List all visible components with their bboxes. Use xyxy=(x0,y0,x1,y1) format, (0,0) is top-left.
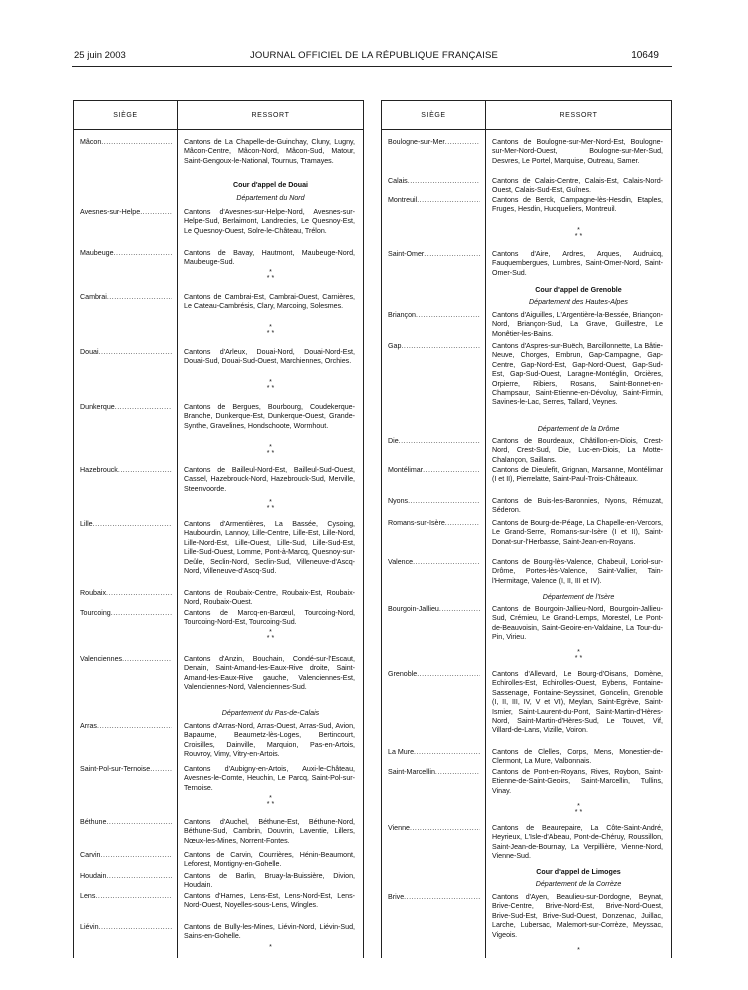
seat-name: Arras ..... xyxy=(80,722,172,731)
jurisdiction-text: Cantons de Bully-les-Mines, Liévin-Nord, Liévin-Sud, Sains-en-Gohelle. xyxy=(184,923,355,941)
journal-title: JOURNAL OFFICIEL DE LA RÉPUBLIQUE FRANÇAISE xyxy=(249,50,499,61)
jurisdiction-text: Cantons de Calais-Centre, Calais-Est, Calais-Nord-Ouest, Calais-Sud-Est, Guînes. xyxy=(492,177,663,195)
seat-name: Liévin ..... xyxy=(80,923,172,932)
seat-name: Calais ..... xyxy=(388,177,480,186)
seat-name: Vienne ..... xyxy=(388,824,480,833)
seat-name: Bourgoin-Jallieu ..... xyxy=(388,605,480,614)
table-header xyxy=(382,100,671,130)
jurisdiction-text: Cantons de Roubaix-Centre, Roubaix-Est, Roubaix-Nord, Roubaix-Ouest. xyxy=(184,589,355,607)
seat-name: Montreuil ..... xyxy=(388,196,480,205)
asterism: * * * xyxy=(266,499,275,512)
asterism: * * * xyxy=(574,803,583,816)
asterism: * * * xyxy=(266,324,275,337)
jurisdiction-text: Cantons de Pont-en-Royans, Rives, Roybon, Saint-Etienne-de-Saint-Geoirs, Saint-Marcellin, Tullins, Vinay. xyxy=(492,768,663,795)
asterism: * * * xyxy=(266,379,275,392)
jurisdiction-text: Cantons de Bailleul-Nord-Est, Bailleul-Sud-Ouest, Cassel, Hazebrouck-Nord, Hazebrouck-Sud, Merville, Steenvoorde. xyxy=(184,466,355,493)
jurisdiction-text: Cantons d'Arleux, Douai-Nord, Douai-Nord-Est, Douai-Sud, Douai-Sud-Ouest, Marchiennes, Orchies. xyxy=(184,348,355,366)
right-column-table xyxy=(381,100,672,958)
jurisdiction-text: Cantons d'Ayen, Beaulieu-sur-Dordogne, Beynat, Brive-Centre, Brive-Nord-Est, Brive-Nord-Ouest, Brive-Sud-Est, Brive-Sud-Ouest, Donzenac, Juillac, Larche, Lubersac, Malemort-sur-Corrèze, Meyssac, Vigeois. xyxy=(492,893,663,939)
asterism: * * * xyxy=(266,444,275,457)
seat-name: Boulogne-sur-Mer ..... xyxy=(388,138,480,147)
seat-name: Saint-Omer ..... xyxy=(388,250,480,259)
jurisdiction-text: Cantons de Buis-les-Baronnies, Nyons, Rémuzat, Séderon. xyxy=(492,497,663,515)
jurisdiction-text: Cantons d'Aiguilles, L'Argentière-la-Bessée, Briançon-Nord, Briançon-Sud, La Grave, Guillestre, Le Monêtier-les-Bains. xyxy=(492,311,663,338)
seat-name: Carvin ..... xyxy=(80,851,172,860)
header-rule xyxy=(72,66,672,67)
seat-name: Avesnes-sur-Helpe ..... xyxy=(80,208,172,217)
department-heading: Département de la Corrèze xyxy=(535,880,622,888)
jurisdiction-text: Cantons d'Aire, Ardres, Arques, Audruicq, Fauquembergues, Lumbres, Saint-Omer-Nord, Saint-Omer-Sud. xyxy=(492,250,663,277)
court-heading: Cour d'appel de Douai xyxy=(233,181,308,189)
jurisdiction-text: Cantons d'Allevard, Le Bourg-d'Oisans, Domène, Echirolles-Est, Echirolles-Ouest, Eybens, Fontaine-Sassenage, Fontaine-Seyssinet, Goncelin, Grenoble (I, II, III, IV, V et VI), Meylan, Saint-Egrève, Saint-Ismier, Saint-Laurent-du-Pont, Saint-Martin-d'Hères-Nord, Saint-Martin-d'Hères-Sud, Le Touvet, Vif, Villard-de-Lans, Vizille, Voiron. xyxy=(492,670,663,735)
asterism: * * * xyxy=(266,629,275,642)
ressort-header: RESSORT xyxy=(251,111,290,119)
seat-name: Maubeuge ..... xyxy=(80,249,172,258)
seat-name: Lille ..... xyxy=(80,520,172,529)
seat-name: Lens ..... xyxy=(80,892,172,901)
seat-name: La Mure ..... xyxy=(388,748,480,757)
jurisdiction-text: Cantons d'Aubigny-en-Artois, Auxi-le-Château, Avesnes-le-Comte, Heuchin, Le Parcq, Saint-Pol-sur-Ternoise. xyxy=(184,765,355,792)
seat-name: Douai ..... xyxy=(80,348,172,357)
seat-name: Dunkerque ..... xyxy=(80,403,172,412)
asterism: * * * xyxy=(574,649,583,662)
jurisdiction-text: Cantons de Cambrai-Est, Cambrai-Ouest, Carnières, Le Cateau-Cambrésis, Clary, Marcoing, Solesmes. xyxy=(184,293,355,311)
seat-name: Gap ..... xyxy=(388,342,480,351)
jurisdiction-text: Cantons d'Auchel, Béthune-Est, Béthune-Nord, Béthune-Sud, Cambrin, Douvrin, Laventie, Lillers, Nœux-les-Mines, Norrent-Fontes. xyxy=(184,818,355,845)
left-column-table xyxy=(73,100,364,958)
jurisdiction-text: Cantons d'Aspres-sur-Buëch, Barcillonnette, La Bâtie-Neuve, Chorges, Embrun, Gap-Campagne, Gap-Centre, Gap-Nord-Est, Gap-Nord-Ouest, Gap-Sud-Est, Gap-Sud-Ouest, Laragne-Montéglin, Orcières, Orpierre, Ribiers, Rosans, Saint-Bonnet-en-Champsaur, Saint-Etienne-en-Dévoluy, Saint-Firmin, Savines-le-Lac, Serres, Tallard, Veynes. xyxy=(492,342,663,407)
jurisdiction-text: Cantons de Bergues, Bourbourg, Coudekerque-Branche, Dunkerque-Est, Dunkerque-Ouest, Grande-Synthe, Gravelines, Hondschoote, Wormhout. xyxy=(184,403,355,430)
seat-name: Valenciennes ..... xyxy=(80,655,172,664)
jurisdiction-text: Cantons de Clelles, Corps, Mens, Monestier-de-Clermont, La Mure, Valbonnais. xyxy=(492,748,663,766)
jurisdiction-text: Cantons de Carvin, Courrières, Hénin-Beaumont, Leforest, Montigny-en-Gohelle. xyxy=(184,851,355,869)
seat-name: Hazebrouck ..... xyxy=(80,466,172,475)
jurisdiction-text: Cantons de La Chapelle-de-Guinchay, Cluny, Lugny, Mâcon-Centre, Mâcon-Nord, Mâcon-Sud, Matour, Saint-Gengoux-le-National, Tournus, Tramayes. xyxy=(184,138,355,165)
seat-name: Roubaix ..... xyxy=(80,589,172,598)
jurisdiction-text: Cantons d'Armentières, La Bassée, Cysoing, Haubourdin, Lannoy, Lille-Centre, Lille-Est, Lille-Nord, Lille-Nord-Est, Lille-Ouest, Lille-Sud, Lille-Sud-Est, Lille-Sud-Ouest, Lomme, Pont-à-Marcq, Quesnoy-sur-Deûle, Seclin-Nord, Seclin-Sud, Villeneuve-d'Ascq-Nord, Villeneuve-d'Ascq-Sud. xyxy=(184,520,355,576)
jurisdiction-text: Cantons d'Arras-Nord, Arras-Ouest, Arras-Sud, Avion, Bapaume, Beaumetz-lès-Loges, Bertincourt, Croisilles, Dainville, Marquion, Pas-en-Artois, Rouvroy, Vimy, Vitry-en-Artois. xyxy=(184,722,355,759)
department-heading: Département de la Drôme xyxy=(537,425,620,433)
seat-name: Montélimar ..... xyxy=(388,466,480,475)
asterism: * * * xyxy=(574,227,583,240)
seat-name: Nyons ..... xyxy=(388,497,480,506)
department-heading: Département de l'Isère xyxy=(542,593,615,601)
jurisdiction-text: Cantons de Berck, Campagne-lès-Hesdin, Etaples, Fruges, Hesdin, Hucqueliers, Montreuil. xyxy=(492,196,663,214)
jurisdiction-text: Cantons d'Avesnes-sur-Helpe-Nord, Avesnes-sur-Helpe-Sud, Berlaimont, Landrecies, Le Quesnoy-Est, Le Quesnoy-Ouest, Solre-le-Château, Trélon. xyxy=(184,208,355,235)
page-number: 10649 xyxy=(631,50,659,61)
jurisdiction-text: Cantons de Bourdeaux, Châtillon-en-Diois, Crest-Nord, Crest-Sud, Die, Luc-en-Diois, La Motte-Chalançon, Saillans. xyxy=(492,437,663,464)
court-heading: Cour d'appel de Grenoble xyxy=(535,286,622,294)
seat-name: Mâcon ..... xyxy=(80,138,172,147)
siege-header: SIÈGE xyxy=(382,101,486,129)
seat-name: Briançon ..... xyxy=(388,311,480,320)
column-divider xyxy=(485,128,486,958)
jurisdiction-text: Cantons de Boulogne-sur-Mer-Nord-Est, Boulogne-sur-Mer-Nord-Ouest, Boulogne-sur-Mer-Sud, Desvres, Le Portel, Marquise, Outreau, Samer. xyxy=(492,138,663,165)
seat-name: Valence ..... xyxy=(388,558,480,567)
seat-name: Houdain ..... xyxy=(80,872,172,881)
column-divider xyxy=(177,128,178,958)
jurisdiction-text: Cantons de Barlin, Bruay-la-Buissière, Divion, Houdain. xyxy=(184,872,355,890)
department-heading: Département du Nord xyxy=(236,194,305,202)
seat-name: Béthune ..... xyxy=(80,818,172,827)
asterism: * * * xyxy=(266,269,275,282)
asterism: * xyxy=(577,947,580,954)
seat-name: Tourcoing ..... xyxy=(80,609,172,618)
ressort-header: RESSORT xyxy=(559,111,598,119)
seat-name: Die ..... xyxy=(388,437,480,446)
seat-name: Grenoble ..... xyxy=(388,670,480,679)
seat-name: Cambrai ..... xyxy=(80,293,172,302)
seat-name: Saint-Marcellin ..... xyxy=(388,768,480,777)
jurisdiction-text: Cantons de Marcq-en-Barœul, Tourcoing-Nord, Tourcoing-Nord-Est, Tourcoing-Sud. xyxy=(184,609,355,627)
jurisdiction-text: Cantons de Bourg-de-Péage, La Chapelle-en-Vercors, Le Grand-Serre, Romans-sur-Isère (I et II), Saint-Donat-sur-l'Herbasse, Saint-Jean-en-Royans. xyxy=(492,519,663,546)
court-heading: Cour d'appel de Limoges xyxy=(536,868,621,876)
table-header xyxy=(74,100,363,130)
jurisdiction-text: Cantons d'Harnes, Lens-Est, Lens-Nord-Est, Lens-Nord-Ouest, Noyelles-sous-Lens, Wingles. xyxy=(184,892,355,910)
jurisdiction-text: Cantons d'Anzin, Bouchain, Condé-sur-l'Escaut, Denain, Saint-Amand-les-Eaux-Rive droite, Saint-Amand-les-Eaux-Rive gauche, Valenciennes-Est, Valenciennes-Nord, Valenciennes-Sud. xyxy=(184,655,355,692)
issue-date: 25 juin 2003 xyxy=(74,50,126,61)
seat-name: Romans-sur-Isère ..... xyxy=(388,519,480,528)
asterism: * xyxy=(269,944,272,951)
siege-header: SIÈGE xyxy=(74,101,178,129)
jurisdiction-text: Cantons de Beaurepaire, La Côte-Saint-André, Heyrieux, L'Isle-d'Abeau, Pont-de-Chéruy, Roussillon, Saint-Jean-de-Bournay, La Verpillière, Vienne-Nord, Vienne-Sud. xyxy=(492,824,663,861)
asterism: * * * xyxy=(266,795,275,808)
jurisdiction-text: Cantons de Bourg-lès-Valence, Chabeuil, Loriol-sur-Drôme, Portes-lès-Valence, Saint-Vallier, Tain-l'Hermitage, Valence (I, II, III et IV). xyxy=(492,558,663,585)
department-heading: Département du Pas-de-Calais xyxy=(221,709,320,717)
jurisdiction-text: Cantons de Bourgoin-Jallieu-Nord, Bourgoin-Jallieu-Sud, Crémieu, Le Grand-Lemps, Morestel, Le Pont-de-Beauvoisin, Saint-Geoire-en-Valdaine, La Tour-du-Pin, Virieu. xyxy=(492,605,663,642)
department-heading: Département des Hautes-Alpes xyxy=(529,298,628,306)
jurisdiction-text: Cantons de Bavay, Hautmont, Maubeuge-Nord, Maubeuge-Sud. xyxy=(184,249,355,267)
seat-name: Saint-Pol-sur-Ternoise ..... xyxy=(80,765,172,774)
seat-name: Brive ..... xyxy=(388,893,480,902)
jurisdiction-text: Cantons de Dieulefit, Grignan, Marsanne, Montélimar (I et II), Pierrelatte, Saint-Paul-Trois-Châteaux. xyxy=(492,466,663,484)
